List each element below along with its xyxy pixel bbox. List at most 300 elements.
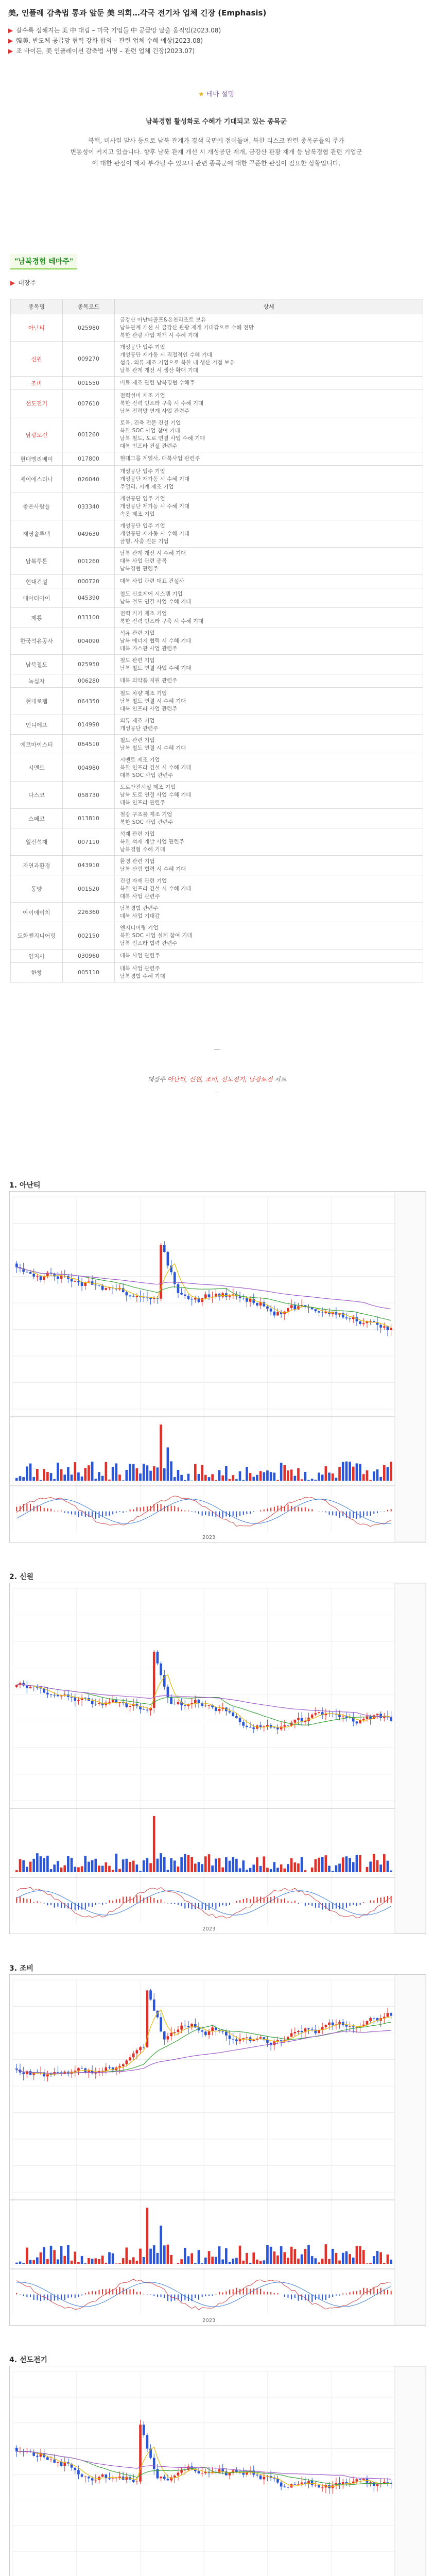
volume-bar — [376, 1469, 379, 1481]
indicator-bar — [270, 2292, 271, 2295]
indicator-bar — [195, 1903, 196, 1910]
note-suffix: 차트 — [272, 1076, 287, 1083]
table-row — [11, 520, 423, 548]
candle-body — [160, 1664, 162, 1675]
candle-body — [359, 1720, 361, 1724]
volume-bar — [239, 1868, 241, 1872]
indicator-bar — [209, 2295, 210, 2296]
stock-detail — [115, 314, 423, 342]
detail-line: 대북 사업 관련 종목 — [120, 557, 167, 564]
volume-bar — [229, 2262, 231, 2264]
stock-name[interactable]: 한국석유공사 — [11, 628, 63, 655]
indicator-bar — [106, 1903, 107, 1904]
candle-body — [387, 2013, 389, 2016]
stock-name[interactable]: 선도전기 — [11, 390, 63, 417]
volume-bar — [29, 1861, 32, 1872]
stock-name[interactable]: 시멘트 — [11, 754, 63, 782]
volume-bar — [74, 2251, 76, 2264]
chart-number: 2. — [9, 1573, 18, 1581]
volume-bar — [335, 2253, 338, 2264]
volume-bar — [218, 1470, 221, 1481]
table-row — [11, 782, 423, 809]
candle-body — [108, 1702, 111, 1703]
candle-body — [143, 1709, 145, 1710]
volume-bar — [273, 2251, 275, 2264]
indicator-bar — [267, 1509, 268, 1511]
candle-body — [208, 2031, 211, 2035]
indicator-bar — [260, 1896, 261, 1903]
stock-name[interactable]: 남북투톤 — [11, 548, 63, 575]
news-line[interactable] — [8, 25, 420, 36]
stock-name[interactable]: 제룡 — [11, 608, 63, 628]
volume-bar — [321, 1475, 324, 1481]
stock-name[interactable]: 재영솔루텍 — [11, 520, 63, 548]
stock-name[interactable]: 남광토건 — [11, 417, 63, 452]
indicator-bar — [373, 1901, 374, 1903]
volume-bar — [139, 1473, 142, 1481]
candle-body — [304, 1721, 307, 1722]
candle-body — [311, 1715, 314, 1718]
stock-name[interactable]: 일신석재 — [11, 828, 63, 856]
volume-bar — [67, 1467, 70, 1481]
volume-bar — [19, 1476, 22, 1481]
table-row — [11, 377, 423, 390]
stock-name[interactable]: 남북철도 — [11, 655, 63, 674]
chart-title — [9, 1963, 425, 1974]
candle-body — [315, 1309, 317, 1311]
candle-body — [387, 1326, 389, 1330]
volume-bar — [221, 1868, 224, 1872]
indicator-bar — [133, 1510, 134, 1512]
candle-body — [129, 1295, 131, 1296]
stock-name[interactable]: 동양 — [11, 875, 63, 903]
candle-body — [232, 2039, 234, 2040]
volume-bar — [276, 1868, 279, 1872]
news-line[interactable] — [8, 46, 420, 56]
candle-body — [74, 1281, 76, 1282]
stock-name[interactable]: 녹십자 — [11, 674, 63, 688]
volume-bar — [67, 1856, 70, 1872]
volume-bar — [318, 1858, 320, 1872]
detail-line: 대북 사업 관련주 — [120, 953, 160, 959]
candle-body — [22, 2073, 25, 2074]
volume-bar — [235, 1859, 238, 1872]
stock-name[interactable]: 신원 — [11, 342, 63, 377]
candle-body — [91, 1701, 94, 1704]
candle-body — [53, 1695, 56, 1696]
stock-name[interactable]: 조비 — [11, 377, 63, 390]
indicator-bar — [291, 1902, 292, 1903]
table-header-row — [11, 299, 423, 314]
candle-body — [221, 2469, 224, 2471]
table-row — [11, 548, 423, 575]
volume-bar — [180, 1475, 183, 1481]
candle-body — [318, 2485, 320, 2487]
indicator-bar — [92, 2291, 93, 2294]
detail-line: 개성공단 입주 기업 — [120, 522, 165, 529]
volume-bar — [349, 2254, 351, 2264]
candle-body — [201, 1298, 203, 1302]
detail-line: 토목, 건축 전문 건설 기업 — [120, 419, 181, 426]
volume-bar — [273, 1862, 275, 1872]
stock-name[interactable]: 대아티아이 — [11, 588, 63, 608]
candle-body — [74, 1697, 76, 1701]
stock-code: 049630 — [63, 520, 115, 548]
candle-body — [215, 1707, 217, 1711]
candle-body — [29, 2071, 32, 2075]
indicator-bar — [202, 1903, 203, 1909]
volume-bar — [390, 1871, 392, 1872]
indicator-bar — [350, 1512, 351, 1519]
stock-name[interactable]: 한창 — [11, 963, 63, 982]
indicator-bar — [98, 1903, 99, 1904]
volume-bar — [325, 1466, 327, 1481]
candle-body — [81, 2475, 83, 2477]
stock-name[interactable]: 아이에이치 — [11, 903, 63, 922]
indicator-bar — [181, 1510, 182, 1511]
candle-body — [287, 1308, 289, 1312]
volume-bar — [232, 1475, 234, 1481]
divider-dash: — — [214, 1046, 220, 1053]
volume-bar — [94, 2258, 97, 2264]
indicator-bar — [339, 2295, 340, 2296]
candle-body — [201, 2030, 203, 2032]
volume-bar — [167, 1870, 169, 1872]
news-title: 美, 인플레 감축법 통과 앞둔 美 의회…각국 전기차 업체 긴장 (Emphasis) — [8, 8, 267, 18]
stock-detail — [115, 754, 423, 782]
candle-body — [252, 2040, 255, 2041]
volume-bar — [163, 1468, 166, 1481]
volume-bar — [229, 1861, 231, 1872]
volume-bar — [290, 1858, 293, 1872]
volume-bar — [252, 1865, 255, 1872]
volume-bar — [122, 2258, 125, 2264]
volume-bar — [149, 1471, 152, 1481]
table-row — [11, 417, 423, 452]
candle-body — [362, 2025, 365, 2026]
indicator-bar — [284, 2295, 285, 2297]
volume-bar — [60, 1868, 63, 1872]
volume-bar — [187, 2256, 190, 2264]
candle-body — [239, 1296, 241, 1298]
stock-code: 000720 — [63, 575, 115, 588]
candle-body — [318, 1712, 320, 1713]
candle-body — [101, 1285, 104, 1290]
candlestick-chart[interactable] — [9, 1974, 426, 2326]
candle-body — [29, 1687, 32, 1688]
indicator-bar — [119, 1512, 120, 1513]
stock-code: 009270 — [63, 342, 115, 377]
indicator-bar — [85, 1903, 86, 1909]
candlestick-chart[interactable] — [9, 2366, 426, 2576]
indicator-bar — [353, 2291, 354, 2294]
stock-name[interactable]: 도화엔지니어링 — [11, 922, 63, 950]
volume-bar — [383, 1465, 386, 1481]
stock-detail — [115, 417, 423, 452]
indicator-bar — [377, 1512, 378, 1513]
candle-body — [362, 1719, 365, 1720]
candle-body — [153, 2458, 155, 2469]
indicator-bar — [95, 1903, 96, 1905]
candle-body — [15, 1685, 18, 1687]
detail-line: 도로안전시설 제조 기업 — [120, 784, 176, 790]
candle-body — [283, 2486, 286, 2487]
candle-body — [229, 2473, 231, 2475]
stock-name[interactable]: 현대건설 — [11, 575, 63, 588]
candle-body — [198, 2471, 200, 2473]
candle-body — [379, 1325, 382, 1328]
indicator-bar — [50, 1903, 51, 1905]
volume-bar — [270, 1869, 272, 1872]
volume-bar — [112, 1870, 114, 1872]
indicator-bar — [64, 1903, 65, 1908]
candle-body — [246, 2038, 248, 2039]
candle-body — [229, 1296, 231, 1297]
stock-code: 002150 — [63, 922, 115, 950]
indicator-bar — [222, 2292, 223, 2294]
candle-body — [46, 1693, 49, 1694]
volume-bar — [266, 1470, 269, 1481]
volume-bar — [246, 1870, 248, 1872]
stock-name[interactable]: 제이에스티나 — [11, 466, 63, 493]
detail-line: 대북 사업 관련 대표 건설사 — [120, 578, 184, 584]
stock-name[interactable]: 현대엘리베이 — [11, 452, 63, 466]
indicator-bar — [308, 1903, 309, 1905]
candle-body — [57, 2072, 59, 2073]
candle-body — [270, 1309, 272, 1312]
indicator-bar — [50, 2295, 51, 2301]
detail-line: 남북 산림 협력 시 수혜 기대 — [120, 866, 186, 872]
volume-bar — [263, 1856, 265, 1872]
volume-bar — [126, 2247, 128, 2264]
volume-bar — [194, 1863, 197, 1872]
volume-bar — [304, 1870, 307, 1872]
volume-bar — [40, 1856, 42, 1872]
volume-bar — [225, 1466, 228, 1481]
stock-detail — [115, 674, 423, 688]
bullet-icon: ▶ — [8, 37, 13, 44]
stock-detail — [115, 809, 423, 828]
indicator-bar — [37, 1901, 38, 1903]
indicator-bar — [112, 1512, 113, 1515]
detail-line: 북한 SOC 사업 설계 참여 기대 — [120, 932, 193, 939]
stock-detail — [115, 875, 423, 903]
indicator-bar — [215, 1903, 216, 1909]
volume-bar — [63, 1475, 66, 1481]
stock-name[interactable]: 스페코 — [11, 809, 63, 828]
indicator-bar — [161, 2295, 162, 2297]
indicator-bar — [181, 1903, 182, 1906]
candle-body — [143, 2425, 145, 2435]
news-line[interactable] — [8, 36, 420, 46]
news-line-text: 韓美, 반도체 공급망 협력 강화 합의 – 관련 업체 수혜 예상(2023.08) — [16, 37, 203, 44]
indicator-bar — [130, 1510, 131, 1512]
volume-bar — [177, 2263, 180, 2264]
stock-code: 007610 — [63, 390, 115, 417]
volume-bar — [180, 2259, 183, 2264]
candle-body — [256, 2475, 258, 2476]
stock-name[interactable]: 자연과환경 — [11, 856, 63, 875]
indicator-bar — [67, 1512, 68, 1514]
volume-bar — [88, 1862, 90, 1872]
volume-bar — [204, 1475, 207, 1481]
indicator-bar — [332, 1903, 333, 1909]
candle-body — [283, 1725, 286, 1727]
volume-bar — [63, 2256, 66, 2264]
volume-bar — [376, 2251, 379, 2264]
volume-bar — [345, 1856, 348, 1872]
detail-line: 금강산 아난티골프&온천리조트 보유 — [120, 316, 206, 323]
candle-body — [77, 2068, 80, 2071]
candle-body — [98, 1703, 100, 1704]
price-axis — [395, 1975, 426, 2325]
detail-line: 남북 철도 연결 시 수혜 기대 — [120, 698, 186, 704]
indicator-bar — [329, 1512, 330, 1515]
stock-name[interactable]: 현대로템 — [11, 688, 63, 715]
indicator-bar — [75, 2295, 76, 2298]
indicator-bar — [243, 1899, 244, 1903]
volume-bar — [198, 2250, 200, 2264]
volume-bar — [94, 1479, 97, 1481]
detail-line: 북한 전력 인프라 구축 시 수혜 기대 — [120, 618, 204, 624]
volume-bar — [325, 1855, 327, 1872]
indicator-bar — [370, 2289, 371, 2295]
indicator-bar — [356, 2291, 357, 2294]
table-row — [11, 715, 423, 735]
candlestick-chart[interactable] — [9, 1583, 426, 1934]
indicator-bar — [387, 2290, 388, 2295]
candle-body — [129, 2057, 131, 2060]
news-line-text: 갈수록 심해지는 美 中 대립 – 미국 기업들 中 공급망 탈출 움직임(2023.08) — [16, 27, 221, 34]
detail-line: 대북 SOC 사업 관련주 — [120, 772, 173, 778]
indicator-bar — [116, 1899, 117, 1903]
indicator-bar — [225, 1903, 227, 1906]
candle-body — [190, 1299, 193, 1300]
candle-body — [60, 1276, 63, 1279]
indicator-bar — [26, 2295, 27, 2298]
volume-bar — [153, 1816, 155, 1872]
stock-chart-section — [9, 1963, 425, 2326]
table-row — [11, 575, 423, 588]
candle-body — [105, 2067, 107, 2071]
candle-body — [332, 2023, 334, 2025]
candle-body — [160, 2477, 162, 2478]
detail-line: 남북경협 관련주 — [120, 905, 159, 911]
indicator-bar — [164, 2295, 165, 2298]
indicator-bar — [88, 1903, 89, 1907]
volume-bar — [204, 2258, 207, 2264]
volume-bar — [215, 1859, 217, 1872]
stock-name[interactable]: 양지사 — [11, 950, 63, 963]
stock-chart-section — [9, 2354, 425, 2576]
candlestick-chart[interactable] — [9, 1191, 426, 1543]
indicator-bar — [377, 1898, 378, 1903]
indicator-bar — [305, 1507, 306, 1511]
candle-body — [239, 2039, 241, 2041]
volume-bar — [387, 1861, 389, 1872]
indicator-bar — [298, 1507, 299, 1512]
stock-detail — [115, 342, 423, 377]
volume-bar — [40, 1480, 42, 1481]
candle-body — [266, 1307, 269, 1309]
indicator-bar — [178, 1507, 179, 1512]
volume-bar — [46, 1472, 49, 1481]
arrow-icon: ▶ — [10, 279, 15, 286]
chart-canvas — [10, 2366, 426, 2576]
stock-name[interactable]: 아난티 — [11, 314, 63, 342]
indicator-bar — [184, 1511, 185, 1512]
stock-chart-section — [9, 1571, 425, 1934]
indicator-bar — [356, 1512, 357, 1519]
volume-bar — [301, 1857, 303, 1872]
candle-body — [225, 1293, 228, 1297]
volume-bar — [221, 1476, 224, 1481]
volume-bar — [366, 1470, 369, 1481]
candle-body — [94, 2073, 97, 2074]
detail-line: 북한 SOC 사업 관련주 — [120, 819, 173, 825]
indicator-bar — [167, 2295, 168, 2301]
bullet-icon: ▶ — [8, 27, 13, 34]
volume-bar — [325, 2244, 327, 2264]
candle-body — [84, 1698, 86, 1699]
volume-bar — [266, 2245, 269, 2264]
volume-bar — [139, 1871, 142, 1872]
candle-body — [126, 1292, 128, 1295]
candle-body — [287, 1725, 289, 1726]
stock-name[interactable]: 에코마이스터 — [11, 735, 63, 754]
chart-stock-name: 신원 — [19, 1573, 33, 1581]
candle-body — [198, 1700, 200, 1703]
stock-detail — [115, 715, 423, 735]
candle-body — [71, 1697, 73, 1698]
volume-bar — [143, 2257, 145, 2264]
stock-detail — [115, 688, 423, 715]
stock-name[interactable]: 인디에프 — [11, 715, 63, 735]
chart-title — [9, 2354, 425, 2366]
volume-bar — [118, 1475, 121, 1481]
volume-bar — [307, 2245, 310, 2264]
candle-body — [57, 1276, 59, 1279]
indicator-bar — [233, 2289, 234, 2294]
indicator-bar — [26, 1504, 27, 1512]
candle-body — [349, 1318, 351, 1319]
stock-name[interactable]: 다스코 — [11, 782, 63, 809]
indicator-bar — [44, 1508, 45, 1512]
indicator-bar — [71, 1903, 72, 1909]
volume-bar — [390, 1462, 392, 1481]
indicator-bar — [109, 1900, 110, 1903]
volume-bar — [88, 2258, 90, 2264]
table-row — [11, 903, 423, 922]
candle-body — [359, 1321, 361, 1324]
volume-bar — [311, 1479, 314, 1481]
stock-code: 045390 — [63, 588, 115, 608]
indicator-bar — [136, 1895, 137, 1903]
volume-bar — [246, 1467, 248, 1481]
stock-name[interactable]: 좋은사람들 — [11, 493, 63, 520]
candle-body — [26, 1272, 28, 1273]
candle-body — [187, 2026, 190, 2027]
volume-bar — [252, 1477, 255, 1481]
table-row — [11, 735, 423, 754]
candle-body — [208, 1294, 211, 1297]
volume-bar — [84, 2263, 86, 2264]
indicator-bar — [123, 1896, 124, 1903]
volume-bar — [91, 1860, 94, 1872]
volume-bar — [46, 2259, 49, 2264]
volume-bar — [143, 1860, 145, 1872]
indicator-bar — [126, 1896, 127, 1903]
